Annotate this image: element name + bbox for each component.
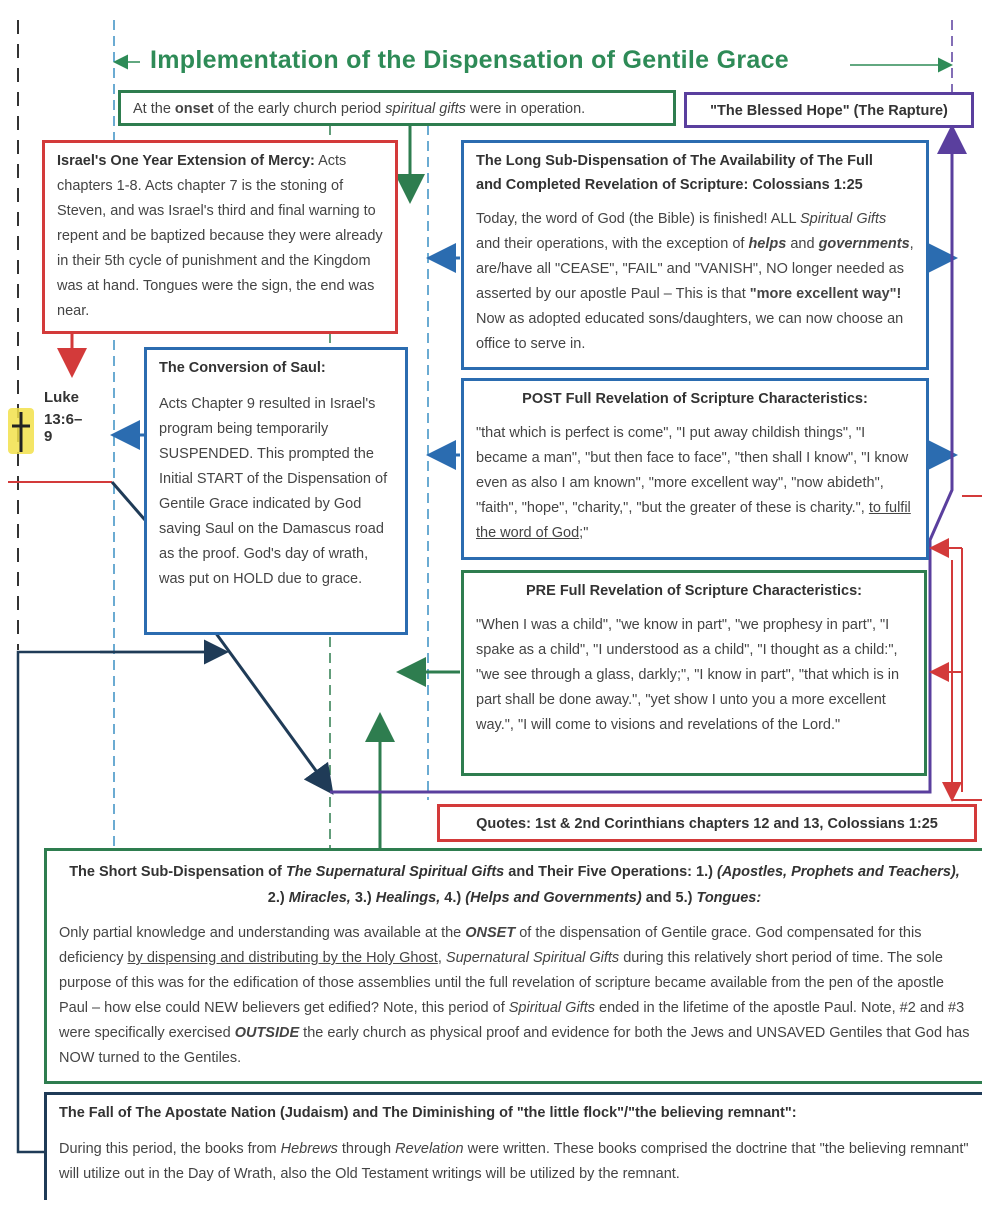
onset-italic: spiritual gifts: [385, 101, 466, 117]
saul-title: The Conversion of Saul:: [159, 360, 326, 376]
short-title-2: and Their Five Operations: 1.): [504, 864, 717, 880]
long-bold-excellent: "more excellent way"!: [749, 286, 902, 302]
post-text: [476, 421, 914, 546]
mercy-text: Acts chapters 1-8. Acts chapter 7 is the stoning of Steven, and was Israel's third and final warning to repent and be baptized because they were already in their 5th cycle of punishment and the Kingdom was at hand. Tongues were the sign, the end was near.: [57, 153, 383, 319]
long-bold-governments: governments: [818, 236, 910, 252]
short-title-5: 4.): [440, 890, 466, 906]
onset-bold: onset: [174, 101, 214, 117]
fall-italic-hebrews: Hebrews: [280, 1141, 338, 1157]
luke-line-2: 13:6–: [44, 411, 83, 428]
fall-text-3: were written. These books comprised the doctrine that "the believing remnant" will utilize out in the Day of Wrath, also the Old Testament writings will be utilized by the remnant.: [59, 1141, 969, 1182]
long-sub-dispensation-box: [461, 140, 929, 370]
short-text-6: the early church as physical proof and evidence for both the Jews and UNSAVED Gentiles that God has NOW turned to the Gentiles.: [59, 1025, 970, 1066]
fall-text-2: through: [337, 1141, 396, 1157]
rapture-box: [684, 92, 974, 128]
pre-text: "When I was a child", "we know in part", "we prophesy in part", "I spake as a child", "I understood as a child", "I thought as a child:", "we see through a glass, darkly;", "I know in part", "that which is in part shall be done away.", "yet show I unto you a more excellent way.", "I will come to visions and revelations of the Lord.": [476, 617, 900, 733]
post-title: POST Full Revelation of Scripture Characteristics:: [522, 391, 868, 407]
quotes-label: Quotes: 1st & 2nd Corinthians chapters 12 and 13, Colossians 1:25: [476, 816, 938, 832]
post-revelation-box: [461, 378, 929, 560]
fall-text: [59, 1137, 970, 1187]
short-title-1: The Short Sub-Dispensation of: [69, 864, 286, 880]
short-text-5: ended in the lifetime of the apostle Paul. Note, #2 and #3 were specifically exercised: [59, 1000, 965, 1041]
short-text-1: Only partial knowledge and understanding was available at the: [59, 925, 466, 941]
short-title-2i: (Apostles, Prophets and Teachers),: [716, 864, 960, 880]
short-title-1i: The Supernatural Spiritual Gifts: [285, 864, 505, 880]
luke-line-3: 9: [44, 428, 53, 445]
long-text-4: , are/have all "CEASE", "FAIL" and "VANISH", NO longer needed as asserted by our apostle Paul – This is that: [476, 236, 914, 302]
long-text: [476, 207, 914, 357]
fall-text-1: During this period, the books from: [59, 1141, 281, 1157]
luke-line-1: Luke: [44, 389, 80, 406]
mercy-title: Israel's One Year Extension of Mercy:: [57, 153, 315, 169]
short-title-6: and 5.): [641, 890, 697, 906]
rapture-label: "The Blessed Hope" (The Rapture): [710, 103, 948, 119]
mercy-box: [42, 140, 398, 334]
short-title-5i: (Helps and Governments): [465, 890, 642, 906]
onset-text-pre: At the: [133, 101, 175, 117]
short-title-3: 2.): [267, 890, 289, 906]
long-title-2: and Completed Revelation of Scripture: Colossians 1:25: [476, 177, 863, 193]
long-title-1: The Long Sub-Dispensation of The Availability of The Full: [476, 153, 873, 169]
short-underline: by dispensing and distributing by the Holy Ghost: [127, 950, 438, 966]
short-title-6i: Tongues:: [696, 890, 762, 906]
post-text-body: "that which is perfect is come", "I put away childish things", "I became a man", "but then face to face", "then shall I know", "I know even as also I am known", "more excellent way", "now abideth", "faith", "hope", "charity,", "but the greater of these is charity.",: [476, 425, 909, 516]
short-text-4: during this relatively short period of time. The sole purpose of this was for the edification of those assemblies until the full revelation of scripture became available from the pen of the apostle Paul – how else could NEW believers get edified? Note, this period of: [59, 950, 944, 1016]
cross-mark-icon: [8, 410, 34, 454]
post-underline: to fulfil the word of God: [476, 500, 911, 541]
long-italic-1: Spiritual Gifts: [800, 211, 887, 227]
long-bold-helps: helps: [748, 236, 787, 252]
saul-box: [144, 347, 408, 635]
short-title-4: 3.): [350, 890, 376, 906]
long-text-3: and: [786, 236, 819, 252]
onset-box: [118, 90, 676, 126]
fall-title: The Fall of The Apostate Nation (Judaism) and The Diminishing of "the little flock"/"the believing remnant":: [59, 1105, 797, 1121]
short-italic-spiritual: Spiritual Gifts: [508, 1000, 595, 1016]
short-text: [59, 921, 970, 1071]
short-title-4i: Healings,: [375, 890, 441, 906]
post-text-end: ;": [579, 525, 589, 541]
short-italic-gifts: Supernatural Spiritual Gifts: [445, 950, 620, 966]
long-text-2: and their operations, with the exception of: [476, 236, 749, 252]
diagram-title: Implementation of the Dispensation of Gentile Grace: [150, 46, 790, 74]
short-bold-onset: ONSET: [465, 925, 516, 941]
short-title: [59, 859, 970, 911]
short-text-3: ,: [437, 950, 446, 966]
short-bold-outside: OUTSIDE: [234, 1025, 300, 1041]
short-title-3i: Miracles,: [288, 890, 351, 906]
fall-italic-revelation: Revelation: [395, 1141, 464, 1157]
quotes-box: [437, 804, 977, 842]
fall-box: [44, 1092, 982, 1200]
short-sub-dispensation-box: [44, 848, 982, 1084]
long-text-5: Now as adopted educated sons/daughters, we can now choose an office to serve in.: [476, 311, 904, 352]
long-text-1: Today, the word of God (the Bible) is finished! ALL: [476, 211, 801, 227]
onset-text-post: were in operation.: [465, 101, 586, 117]
onset-text-mid: of the early church period: [213, 101, 386, 117]
pre-title: PRE Full Revelation of Scripture Characteristics:: [525, 583, 862, 599]
pre-revelation-box: [461, 570, 927, 776]
luke-reference: [44, 387, 82, 443]
saul-text: Acts Chapter 9 resulted in Israel's program being temporarily SUSPENDED. This prompted the Initial START of the Dispensation of Gentile Grace indicated by God saving Saul on the Damascus road as the proof. God's day of wrath, was put on HOLD due to grace.: [159, 396, 388, 587]
short-text-2: of the dispensation of Gentile grace. God compensated for this deficiency: [59, 925, 922, 966]
